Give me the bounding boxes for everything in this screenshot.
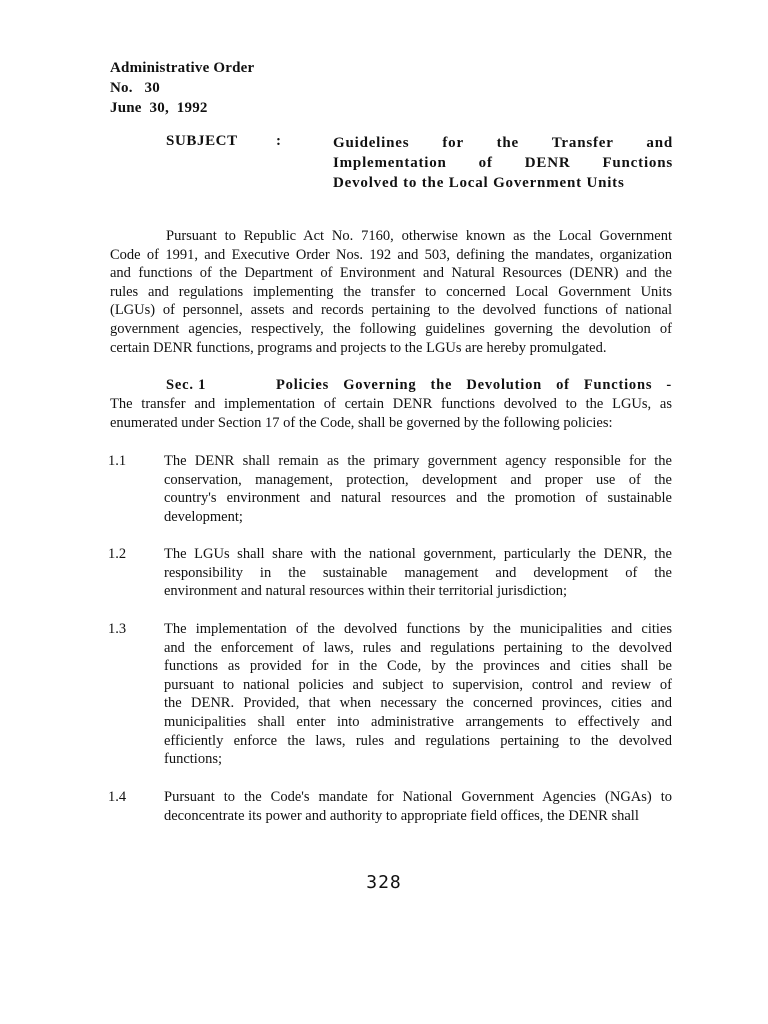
section-1 xyxy=(110,376,672,432)
item-line: Pursuant to the Code's mandate for National Government Agencies (NGAs) to xyxy=(164,789,672,805)
paragraph-line: and functions of the Department of Environment and Natural Resources (DENR) and the xyxy=(110,265,672,282)
order-number: No. 30 xyxy=(110,80,160,96)
item-line: The DENR shall remain as the primary government agency responsible for the xyxy=(164,453,672,469)
item-text xyxy=(164,788,672,825)
item-line: pursuant to national policies and subject to supervision, control and review of xyxy=(164,676,672,693)
item-line: and the enforcement of laws, rules and regulations pertaining to the devolved xyxy=(164,639,672,656)
paragraph-line: government agencies, respectively, the following guidelines governing the devolution of xyxy=(110,320,672,337)
section-intro xyxy=(110,395,672,432)
subject-line: Implementation of DENR Functions xyxy=(333,155,673,171)
subject-line: Devolved to the Local Government Units xyxy=(333,175,625,191)
item-line: functions; xyxy=(164,751,222,768)
paragraph-line: rules and regulations implementing the transfer to concerned Local Government Units xyxy=(110,283,672,300)
item-text xyxy=(164,620,672,769)
subject-label: SUBJECT xyxy=(166,133,238,149)
item-number: 1.4 xyxy=(108,789,127,805)
item-text xyxy=(164,452,672,526)
item-line: functions as provided for in the Code, by the provinces and cities shall be xyxy=(164,658,672,675)
paragraph-line: Pursuant to Republic Act No. 7160, otherwise known as the Local Government xyxy=(166,228,672,244)
paragraph-line: certain DENR functions, programs and projects to the LGUs are hereby promulgated. xyxy=(110,339,607,356)
item-line: responsibility in the sustainable management and development of the xyxy=(164,564,672,581)
item-text xyxy=(164,545,672,601)
section-title: Policies Governing the Devolution of Functions - xyxy=(276,377,672,393)
order-date: June 30, 1992 xyxy=(110,100,208,116)
subject-colon: : xyxy=(276,133,281,149)
section-heading xyxy=(110,376,672,395)
item-line: development; xyxy=(164,508,243,525)
paragraph-line: (LGUs) of personnel, assets and records pertaining to the devolved functions of national xyxy=(110,302,672,319)
item-line: the DENR. Provided, that when necessary the concerned provinces, cities and xyxy=(164,695,672,712)
item-line: conservation, management, protection, development and proper use of the xyxy=(164,471,672,488)
item-line: The LGUs shall share with the national government, particularly the DENR, the xyxy=(164,546,672,562)
item-number: 1.1 xyxy=(108,453,127,469)
item-number: 1.3 xyxy=(108,621,127,637)
intro-paragraph xyxy=(110,227,672,357)
subject-line: Guidelines for the Transfer and xyxy=(333,135,673,151)
paragraph-line: enumerated under Section 17 of the Code, shall be governed by the following policies: xyxy=(110,414,613,431)
order-title: Administrative Order xyxy=(110,60,255,76)
item-line: efficiently enforce the laws, rules and regulations pertaining to the devolved xyxy=(164,732,672,749)
item-line: environment and natural resources within their territorial jurisdiction; xyxy=(164,583,568,600)
item-line: country's environment and natural resources and the promotion of sustainable xyxy=(164,490,672,507)
order-header xyxy=(110,58,254,118)
item-line: The implementation of the devolved functions by the municipalities and cities xyxy=(164,621,672,637)
subject-text xyxy=(333,133,673,193)
page-number: 328 xyxy=(366,872,402,893)
item-line: deconcentrate its power and authority to appropriate field offices, the DENR shall xyxy=(164,807,639,824)
item-number: 1.2 xyxy=(108,546,127,562)
item-line: municipalities shall enter into administrative arrangements to effectively and xyxy=(164,713,672,730)
paragraph-line: The transfer and implementation of certain DENR functions devolved to the LGUs, as xyxy=(110,396,672,412)
section-number: Sec. 1 xyxy=(166,377,207,393)
paragraph-line: Code of 1991, and Executive Order Nos. 192 and 503, defining the mandates, organization xyxy=(110,246,672,263)
